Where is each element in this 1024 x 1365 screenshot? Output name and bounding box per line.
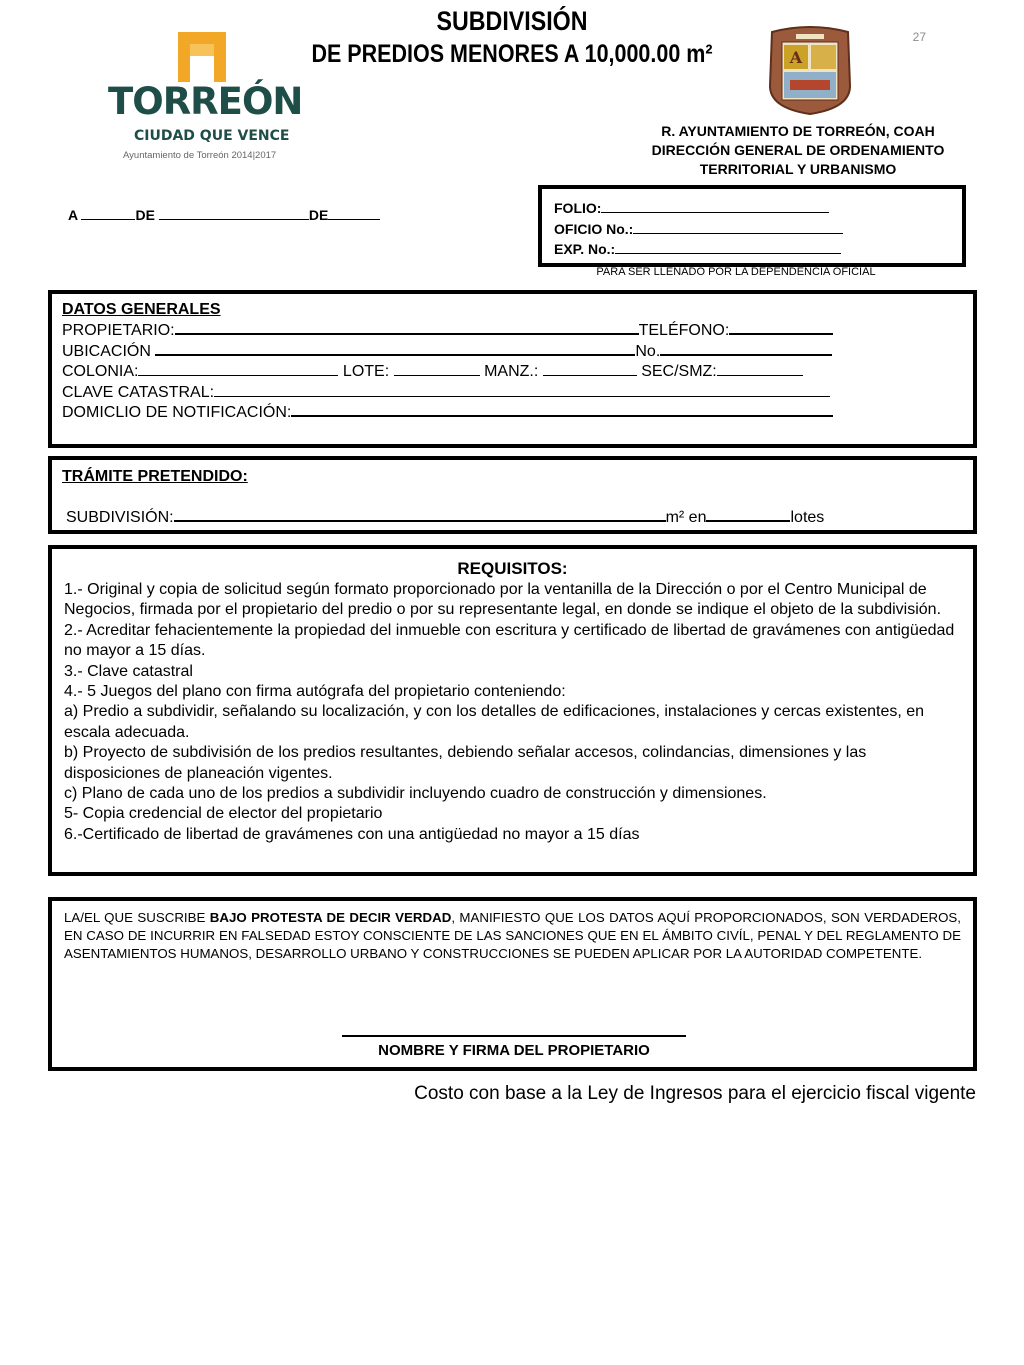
manz-label: MANZ.: [484,363,539,380]
sec-label: SEC/SMZ: [641,363,717,380]
subdivision-field[interactable] [174,519,666,522]
colonia-label: COLONIA: [62,363,139,380]
lote-field[interactable] [394,374,480,376]
sec-field[interactable] [717,374,803,376]
requisito-item: 3.- Clave catastral [64,662,193,680]
subdivision-label: SUBDIVISIÓN: [66,509,174,526]
folio-field[interactable] [601,211,829,213]
date-de-label-2: DE [308,207,329,223]
declaracion-bold: BAJO PROTESTA DE DECIR VERDAD [209,910,452,925]
clave-catastral-field[interactable] [214,395,830,397]
declaracion-section [48,897,977,1071]
oficio-label: OFICIO No.: [554,220,634,237]
propietario-row [62,321,833,341]
datos-generales-section [48,290,977,448]
coat-of-arms-icon [766,26,854,116]
propietario-field[interactable] [175,332,639,335]
signature-line[interactable] [342,1035,686,1037]
signature-label: NOMBRE Y FIRMA DEL PROPIETARIO [378,1042,650,1059]
ubicacion-field[interactable] [155,353,635,356]
logo-subtitle: Ayuntamiento de Torreón 2014|2017 [123,150,277,161]
requisito-item: b) Proyecto de subdivisión de los predios resultantes, debiendo señalar accesos, colindancias, dimensiones y las disposiciones de planeación vigentes. [64,744,867,782]
folio-label: FOLIO: [554,200,602,216]
requisitos-section [48,545,977,876]
tramite-section [48,456,977,534]
declaracion-part-2: , MANIFIESTO QUE LOS DATOS AQUÍ PROPORCIONADOS, SON VERDADEROS, EN CASO DE INCURRIR EN FALSEDAD ESTOY CONSCIENTE DE LAS SANCIONES QUE EN EL ÁMBITO CIVÍL, PENAL Y DEL REGLAMENTO DE ASENTAMIENTOS HUMANOS, DESARROLLO URBANO Y CONSTRUCCIONES SE PUEDEN APLICAR POR LA AUTORIDAD COMPETENTE. [64,910,961,961]
clave-catastral-label: CLAVE CATASTRAL: [62,384,215,401]
date-month-field[interactable] [159,218,309,220]
date-de-label-1: DE [135,207,155,223]
page-subtitle: DE PREDIOS MENORES A 10,000.00 m² [311,40,713,68]
subdivision-row [66,508,824,528]
page-number: 27 [912,30,926,44]
requisito-item: 1.- Original y copia de solicitud según formato proporcionado por la ventanilla de la Dirección o por el Centro Municipal de Negocios, firmada por el propietario del predio o por su representante legal, en donde se indique el objeto de la subdivisión. [64,581,942,619]
declaracion-text [64,909,961,963]
exp-row [554,239,843,260]
org-line-1: R. AYUNTAMIENTO DE TORREÓN, COAH [661,123,935,139]
declaracion-part-1: LA/EL QUE SUSCRIBE [64,910,210,925]
ubicacion-row [62,342,832,362]
requisito-item: a) Predio a subdividir, señalando su localización, y con los detalles de edificaciones, instalaciones y cercas existentes, en escala adecuada. [64,703,925,741]
ubicacion-label: UBICACIÓN [62,343,151,360]
logo-tagline: CIUDAD QUE VENCE [134,128,290,144]
oficio-row [554,219,843,240]
m2-en-label: m² en [665,509,707,526]
lote-label: LOTE: [342,363,390,380]
manz-field[interactable] [543,374,637,376]
torreon-logo [106,30,302,166]
requisitos-title: REQUISITOS: [457,559,568,578]
numero-field[interactable] [660,353,832,356]
colonia-row [62,362,803,382]
date-year-field[interactable] [328,218,380,220]
colonia-field[interactable] [138,374,338,376]
domicilio-row [62,403,833,423]
org-line-2: DIRECCIÓN GENERAL DE ORDENAMIENTO [651,142,945,158]
requisitos-list [64,580,959,845]
requisito-item: 4.- 5 Juegos del plano con firma autógrafa del propietario conteniendo: [64,683,566,701]
requisito-item: c) Plano de cada uno de los predios a subdividir incluyendo cuadro de construcción y dimensiones. [64,785,767,803]
oficio-field[interactable] [633,232,843,234]
requisito-item: 2.- Acreditar fehacientemente la propiedad del inmueble con escritura y certificado de libertad de gravámenes con antigüedad no mayor a 15 días. [64,621,955,660]
org-line-3: TERRITORIAL Y URBANISMO [699,161,897,177]
clave-row [62,383,830,403]
date-a-label: A [68,207,78,223]
requisito-item: 6.-Certificado de libertad de gravámenes con una antigüedad no mayor a 15 días [64,825,640,843]
tramite-title: TRÁMITE PRETENDIDO: [62,468,248,485]
svg-text:A: A [789,48,803,67]
telefono-field[interactable] [729,332,833,335]
propietario-label: PROPIETARIO: [62,322,175,339]
official-use-note: PARA SER LLENADO POR LA DEPENDENCIA OFICIAL [596,266,876,278]
requisito-item: 5- Copia credencial de elector del propietario [64,805,383,823]
page-title: SUBDIVISIÓN [436,6,588,36]
folio-row [554,198,843,219]
domicilio-field[interactable] [291,414,833,417]
date-day-field[interactable] [81,218,135,220]
numero-label: No. [635,343,661,360]
telefono-label: TELÉFONO: [638,322,730,339]
footer-note: Costo con base a la Ley de Ingresos para el ejercicio fiscal vigente [414,1083,976,1104]
exp-label: EXP. No.: [554,241,616,257]
exp-field[interactable] [615,252,841,254]
logo-name: TORREÓN [108,80,303,123]
lotes-label: lotes [790,509,825,526]
date-line [68,207,380,223]
official-use-box [538,185,966,267]
domicilio-label: DOMICLIO DE NOTIFICACIÓN: [62,404,292,421]
datos-generales-title: DATOS GENERALES [62,301,221,318]
lotes-field[interactable] [706,519,790,522]
